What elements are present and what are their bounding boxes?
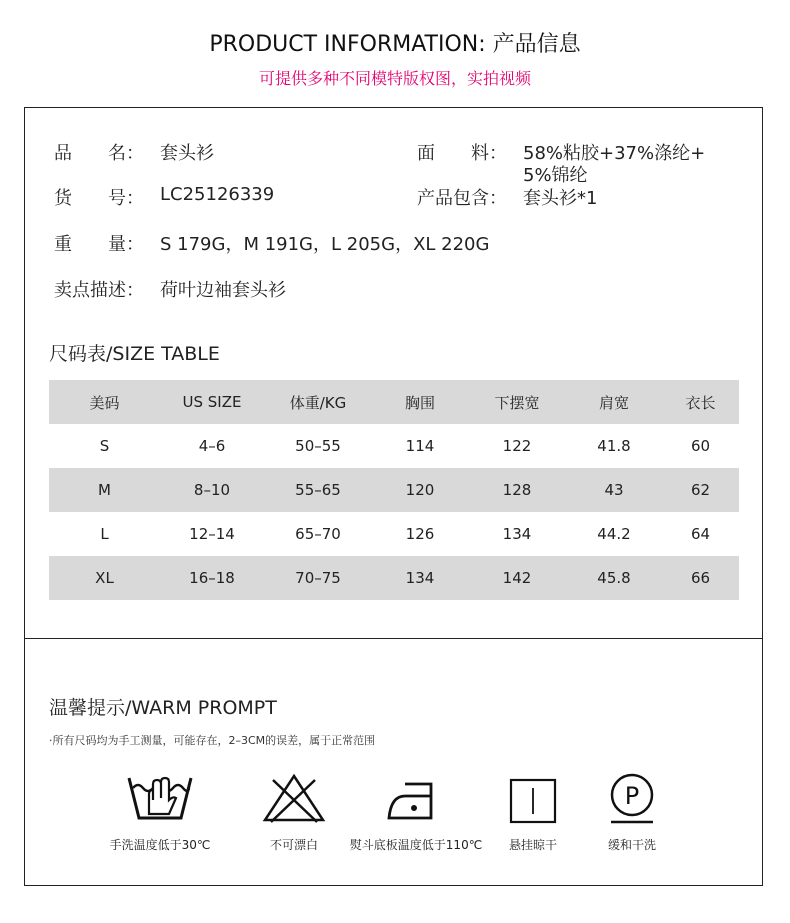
selling-value: 荷叶边袖套头衫: [160, 280, 286, 301]
header-bust: 胸围: [404, 393, 435, 412]
material-value-line2: 5%锦纶: [523, 165, 588, 186]
iron-low-icon: [381, 770, 451, 828]
item-label: 货 号：: [54, 188, 144, 209]
header-shoulder: 肩宽: [598, 393, 629, 412]
table-cell: 44.2: [597, 525, 631, 543]
table-cell: 134: [405, 569, 435, 587]
weight-value: S 179G，M 191G，L 205G，XL 220G: [160, 234, 490, 255]
care-item-no-bleach: [224, 770, 364, 853]
table-cell: 4–6: [198, 437, 226, 455]
material-label: 面 料：: [417, 143, 507, 164]
table-cell: 41.8: [597, 437, 631, 455]
no-bleach-icon: [259, 770, 329, 828]
care-label: 手洗温度低于30℃: [109, 838, 211, 852]
material-value-line1: 58%粘胶+37%涤纶+: [523, 143, 706, 164]
table-cell: 62: [690, 481, 711, 499]
measurement-note: ·所有尺码均为手工测量，可能存在，2–3CM的误差，属于正常范围: [49, 734, 376, 747]
table-cell: L: [100, 525, 109, 543]
name-value: 套头衫: [160, 143, 214, 164]
table-cell: 126: [405, 525, 435, 543]
table-row: [49, 556, 739, 600]
table-cell: 8–10: [193, 481, 231, 499]
table-cell: XL: [95, 569, 114, 587]
table-row: [49, 468, 739, 512]
care-item-dry-clean: [562, 770, 702, 853]
table-cell: 66: [690, 569, 711, 587]
table-cell: 120: [405, 481, 435, 499]
care-label: 悬挂晾干: [508, 838, 557, 852]
hand-wash-icon: [125, 770, 195, 828]
table-cell: 43: [604, 481, 624, 499]
item-value: LC25126339: [160, 184, 275, 205]
table-cell: 64: [690, 525, 711, 543]
table-cell: M: [98, 481, 111, 499]
selling-label: 卖点描述：: [54, 280, 144, 301]
weight-label: 重 量：: [54, 234, 144, 255]
table-row: [49, 512, 739, 556]
size-table-header-row: [49, 380, 739, 424]
name-label: 品 名：: [54, 143, 144, 164]
table-cell: 55–65: [295, 481, 341, 499]
care-label: 不可漂白: [269, 838, 318, 852]
includes-label: 产品包含：: [417, 188, 507, 209]
includes-value: 套头衫*1: [523, 188, 598, 209]
header-us-code: 美码: [89, 393, 120, 412]
header-hem: 下摆宽: [494, 393, 540, 412]
care-label: 熨斗底板温度低于110℃: [349, 838, 483, 852]
table-cell: 12–14: [189, 525, 235, 543]
size-table: [49, 380, 739, 600]
table-cell: 128: [502, 481, 532, 499]
table-cell: 142: [502, 569, 532, 587]
table-cell: 50–55: [295, 437, 341, 455]
header-length: 衣长: [685, 393, 716, 412]
table-cell: 122: [502, 437, 532, 455]
header-weight: 体重/KG: [289, 393, 347, 412]
line-dry-icon: [498, 770, 568, 828]
section-divider: [24, 638, 763, 639]
header-us-size: US SIZE: [182, 393, 242, 411]
table-cell: 70–75: [295, 569, 341, 587]
table-cell: 60: [690, 437, 711, 455]
warm-prompt-title: 温馨提示/WARM PROMPT: [49, 697, 277, 719]
table-row: [49, 424, 739, 468]
table-cell: 134: [502, 525, 532, 543]
table-cell: 65–70: [295, 525, 341, 543]
table-cell: S: [99, 437, 110, 455]
page-subtitle: 可提供多种不同模特版权图，实拍视频: [258, 69, 531, 88]
table-cell: 45.8: [597, 569, 631, 587]
table-cell: 114: [405, 437, 435, 455]
size-table-title: 尺码表/SIZE TABLE: [49, 343, 220, 365]
care-label: 缓和干洗: [607, 838, 656, 852]
gentle-dry-clean-icon: [597, 770, 667, 828]
page-title: PRODUCT INFORMATION: 产品信息: [209, 32, 581, 57]
svg-text:P: P: [624, 782, 640, 810]
care-item-hand-wash: [90, 770, 230, 853]
table-cell: 16–18: [189, 569, 235, 587]
